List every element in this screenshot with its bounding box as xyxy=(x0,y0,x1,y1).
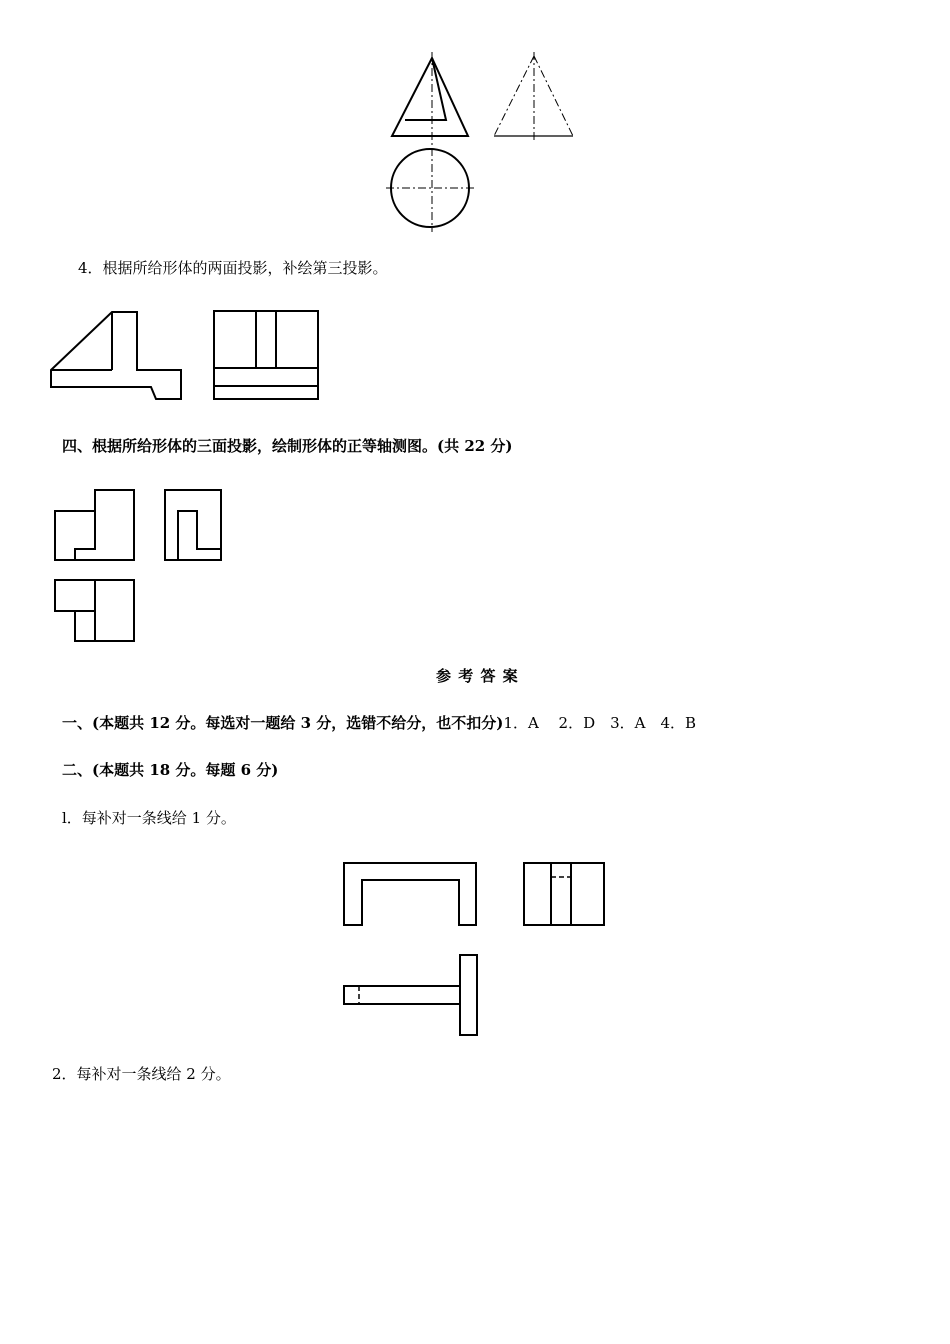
answer-part-1 xyxy=(62,713,696,733)
answer-part-1-items: 1．A 2．D 3．A 4．B xyxy=(503,714,697,732)
answer-item-2: 2．每补对一条线给 2 分。 xyxy=(52,1065,231,1083)
answer-item-1: l．每补对一条线给 1 分。 xyxy=(62,809,236,827)
answer-heading: 参 考 答 案 xyxy=(436,667,518,685)
question-4-label: 4．根据所给形体的两面投影，补绘第三投影。 xyxy=(78,259,388,277)
section-4-figure xyxy=(0,480,950,650)
answer-part-1-prefix: 一、(本题共 12 分。每选对一题给 3 分，选错不给分，也不扣分) xyxy=(62,714,504,732)
answer-part-2: 二、(本题共 18 分。每题 6 分) xyxy=(62,761,279,779)
section-4-title: 四、根据所给形体的三面投影，绘制形体的正等轴测图。(共 22 分) xyxy=(62,437,513,455)
answer-1-figure xyxy=(0,855,950,1045)
cone-projection-figure xyxy=(0,0,950,240)
question-4-figure xyxy=(0,300,950,410)
